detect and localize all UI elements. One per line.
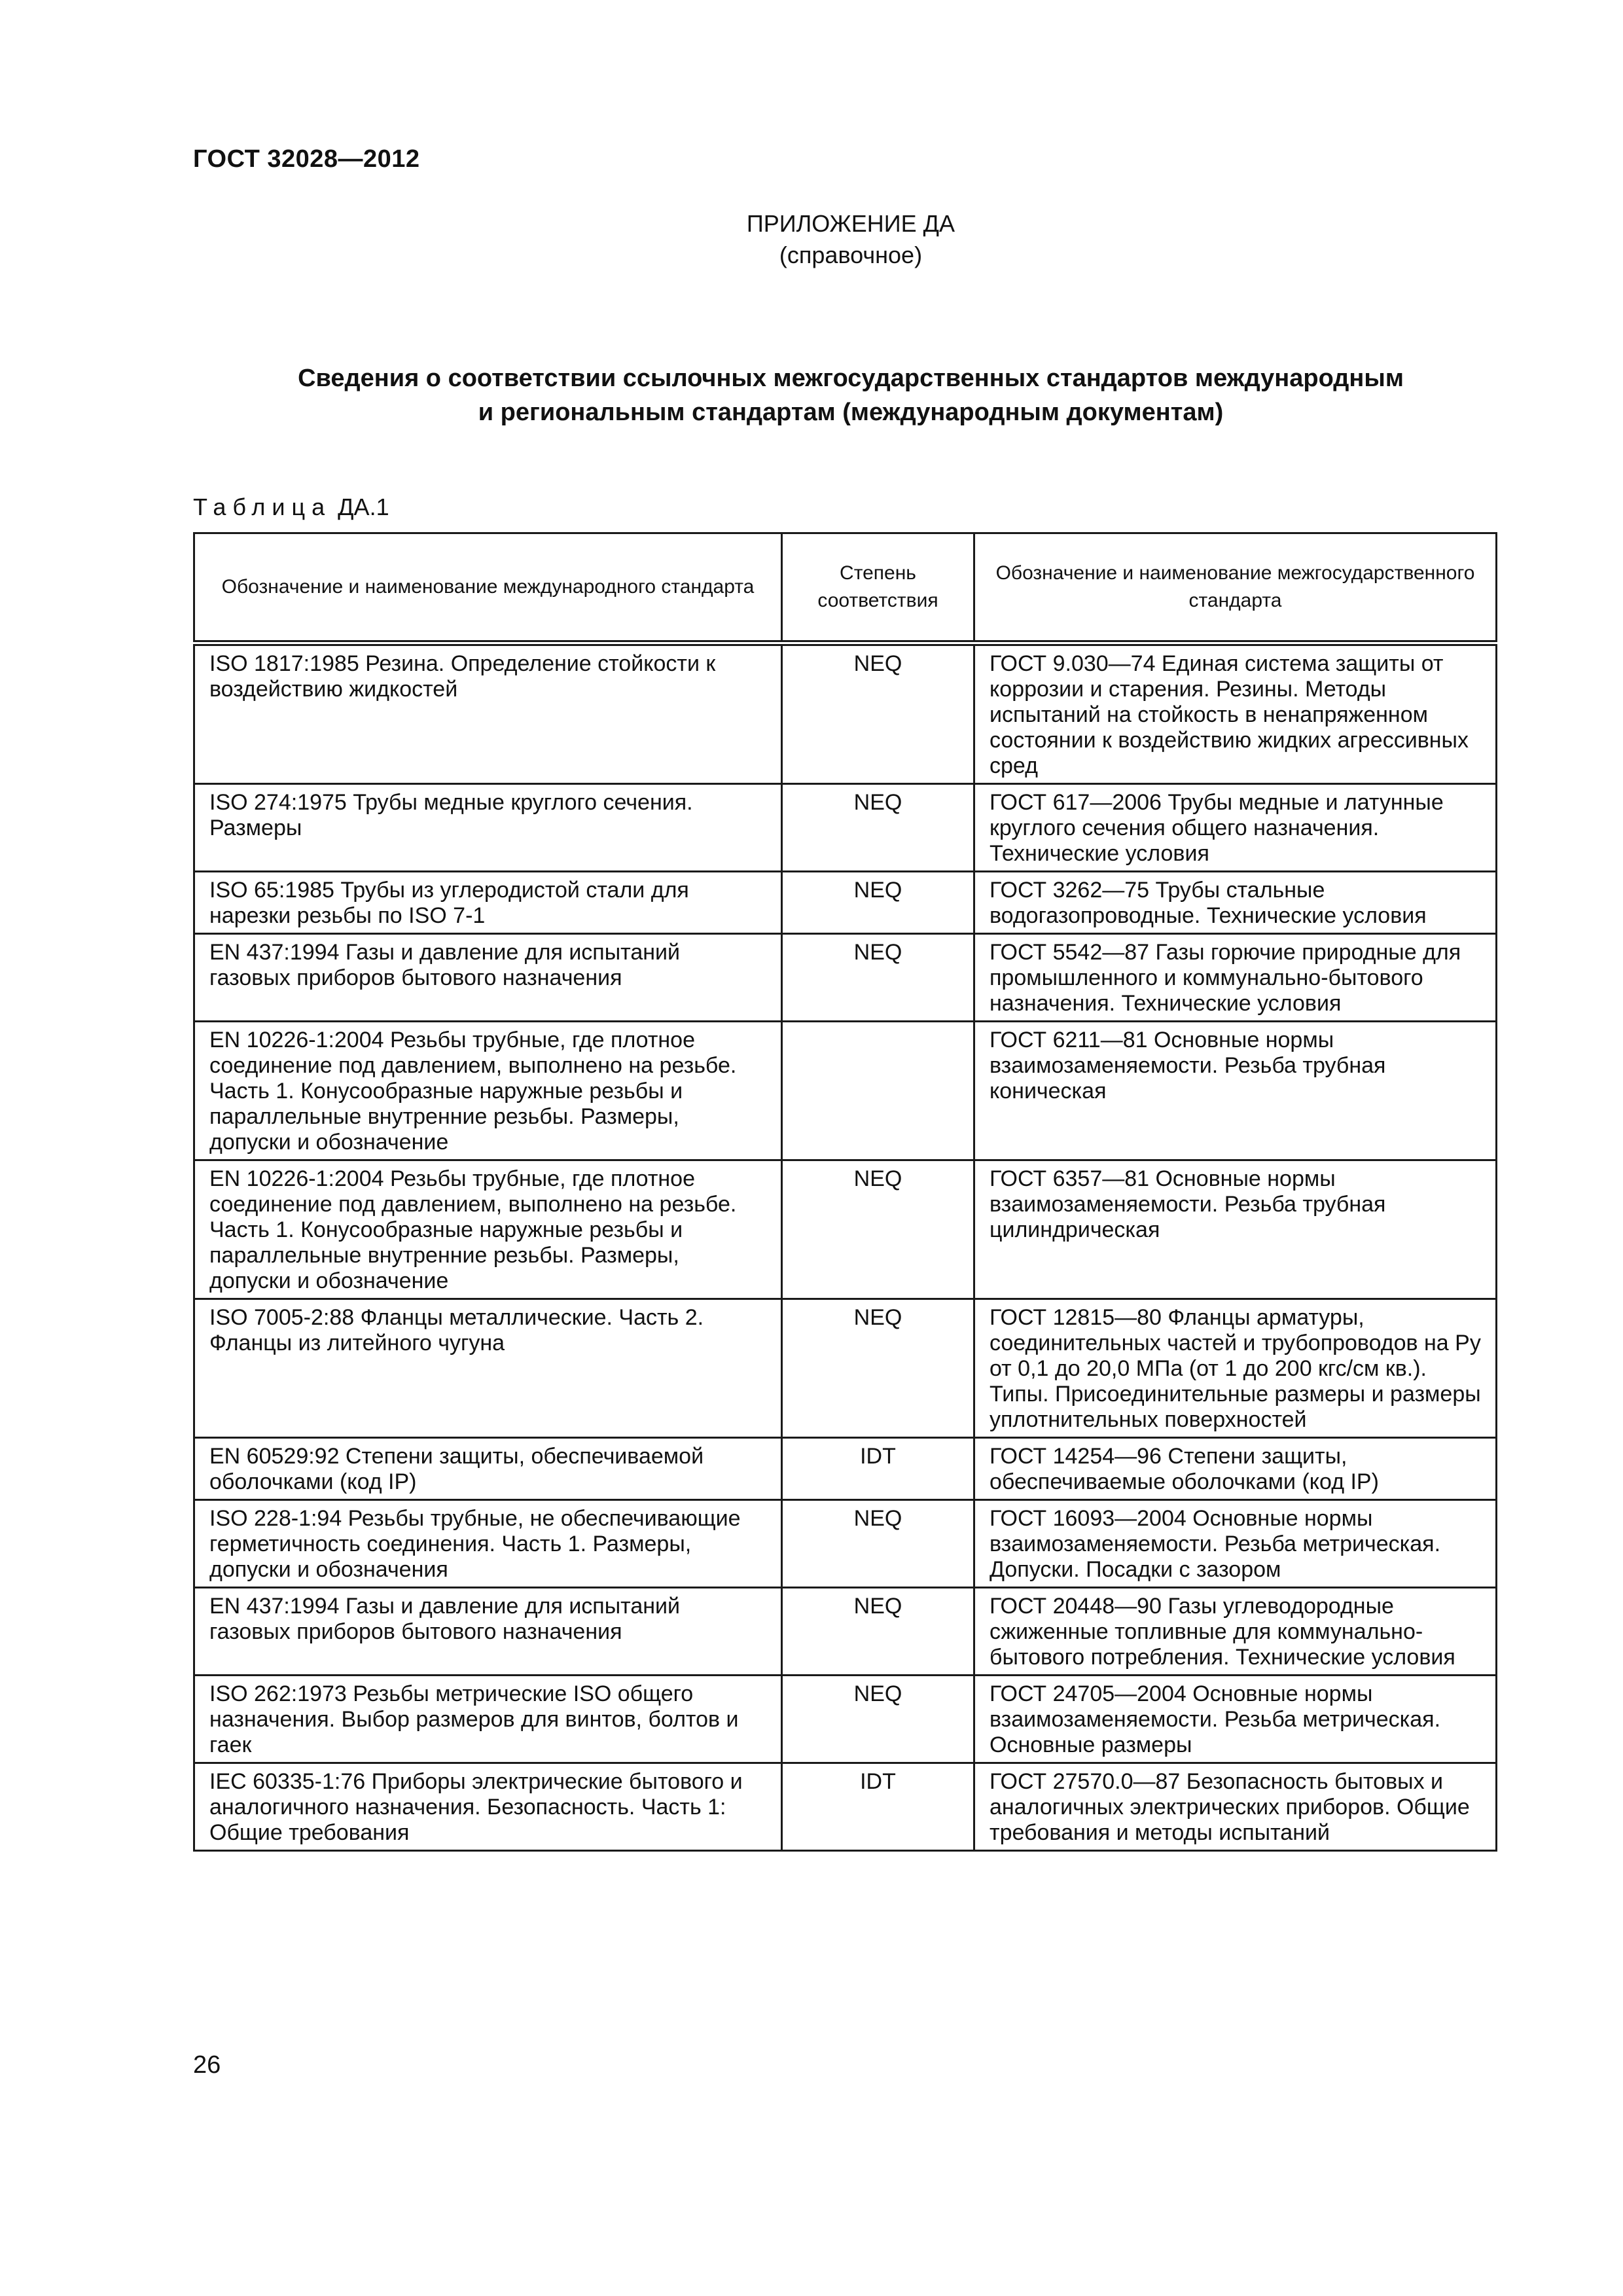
table-row: [194, 1438, 1497, 1500]
cell-international-standard: ISO 1817:1985 Резина. Определение стойкости к воздействию жидкостей: [194, 643, 782, 784]
page-number: 26: [193, 2051, 221, 2079]
table-row: [194, 1676, 1497, 1763]
cell-degree: IDT: [782, 1438, 974, 1500]
cell-degree: NEQ: [782, 934, 974, 1022]
cell-international-standard: EN 437:1994 Газы и давление для испытаний газовых приборов бытового назначения: [194, 934, 782, 1022]
correspondence-table: [193, 532, 1497, 1852]
cell-interstate-standard: ГОСТ 20448—90 Газы углеводородные сжиженные топливные для коммунально-бытового потребления. Технические условия: [974, 1588, 1497, 1676]
table-row: [194, 1022, 1497, 1160]
table-caption-word: Таблица: [193, 493, 332, 520]
cell-international-standard: ISO 274:1975 Трубы медные круглого сечения. Размеры: [194, 784, 782, 872]
cell-degree: NEQ: [782, 872, 974, 934]
cell-international-standard: ISO 65:1985 Трубы из углеродистой стали для нарезки резьбы по ISO 7-1: [194, 872, 782, 934]
cell-interstate-standard: ГОСТ 12815—80 Фланцы арматуры, соединительных частей и трубопроводов на Ру от 0,1 до 20,0 МПа (от 1 до 200 кгс/см кв.). Типы. Присоединительные размеры и размеры уплотнительных поверхностей: [974, 1299, 1497, 1438]
cell-international-standard: EN 437:1994 Газы и давление для испытаний газовых приборов бытового назначения: [194, 1588, 782, 1676]
table-row: [194, 643, 1497, 784]
section-title-line-1: Сведения о соответствии ссылочных межгосударственных стандартов международным: [298, 365, 1404, 392]
appendix-title: ПРИЛОЖЕНИЕ ДА: [746, 210, 955, 237]
table-row: [194, 872, 1497, 934]
cell-interstate-standard: ГОСТ 27570.0—87 Безопасность бытовых и аналогичных электрических приборов. Общие требования и методы испытаний: [974, 1763, 1497, 1851]
cell-international-standard: EN 60529:92 Степени защиты, обеспечиваемой оболочками (код IP): [194, 1438, 782, 1500]
cell-degree: NEQ: [782, 1588, 974, 1676]
table-caption: [193, 493, 389, 521]
cell-international-standard: ISO 7005-2:88 Фланцы металлические. Часть 2. Фланцы из литейного чугуна: [194, 1299, 782, 1438]
table-row: [194, 1500, 1497, 1588]
table-row: [194, 1299, 1497, 1438]
table-row: [194, 1588, 1497, 1676]
cell-international-standard: EN 10226-1:2004 Резьбы трубные, где плотное соединение под давлением, выполнено на резьбе. Часть 1. Конусообразные наружные резьбы и параллельные внутренние резьбы. Размеры, допуски и обозначение: [194, 1160, 782, 1299]
cell-interstate-standard: ГОСТ 617—2006 Трубы медные и латунные круглого сечения общего назначения. Технические условия: [974, 784, 1497, 872]
cell-interstate-standard: ГОСТ 9.030—74 Единая система защиты от коррозии и старения. Резины. Методы испытаний на стойкость в ненапряженном состоянии к воздействию жидких агрессивных сред: [974, 643, 1497, 784]
section-title: [0, 361, 1623, 429]
header-international-standard: Обозначение и наименование международного стандарта: [194, 533, 782, 643]
cell-international-standard: EN 10226-1:2004 Резьбы трубные, где плотное соединение под давлением, выполнено на резьбе. Часть 1. Конусообразные наружные резьбы и параллельные внутренние резьбы. Размеры, допуски и обозначение: [194, 1022, 782, 1160]
cell-interstate-standard: ГОСТ 3262—75 Трубы стальные водогазопроводные. Технические условия: [974, 872, 1497, 934]
cell-interstate-standard: ГОСТ 16093—2004 Основные нормы взаимозаменяемости. Резьба метрическая. Допуски. Посадки с зазором: [974, 1500, 1497, 1588]
header-degree-of-correspondence: Степень соответствия: [782, 533, 974, 643]
cell-interstate-standard: ГОСТ 24705—2004 Основные нормы взаимозаменяемости. Резьба метрическая. Основные размеры: [974, 1676, 1497, 1763]
cell-degree: NEQ: [782, 643, 974, 784]
appendix-heading: [0, 208, 1623, 271]
cell-degree: NEQ: [782, 784, 974, 872]
document-code: ГОСТ 32028—2012: [193, 145, 420, 173]
cell-interstate-standard: ГОСТ 6357—81 Основные нормы взаимозаменяемости. Резьба трубная цилиндрическая: [974, 1160, 1497, 1299]
table-row: [194, 1160, 1497, 1299]
cell-degree: NEQ: [782, 1676, 974, 1763]
table-row: [194, 934, 1497, 1022]
appendix-subtitle: (справочное): [779, 242, 923, 268]
cell-degree: NEQ: [782, 1160, 974, 1299]
cell-international-standard: IEC 60335-1:76 Приборы электрические бытового и аналогичного назначения. Безопасность. Часть 1: Общие требования: [194, 1763, 782, 1851]
section-title-line-2: и региональным стандартам (международным документам): [478, 399, 1224, 426]
table-row: [194, 784, 1497, 872]
cell-international-standard: ISO 228-1:94 Резьбы трубные, не обеспечивающие герметичность соединения. Часть 1. Размеры, допуски и обозначения: [194, 1500, 782, 1588]
table-row: [194, 1763, 1497, 1851]
cell-interstate-standard: ГОСТ 6211—81 Основные нормы взаимозаменяемости. Резьба трубная коническая: [974, 1022, 1497, 1160]
cell-interstate-standard: ГОСТ 5542—87 Газы горючие природные для промышленного и коммунально-бытового назначения. Технические условия: [974, 934, 1497, 1022]
cell-degree: IDT: [782, 1763, 974, 1851]
cell-interstate-standard: ГОСТ 14254—96 Степени защиты, обеспечиваемые оболочками (код IP): [974, 1438, 1497, 1500]
cell-international-standard: ISO 262:1973 Резьбы метрические ISO общего назначения. Выбор размеров для винтов, болтов и гаек: [194, 1676, 782, 1763]
cell-degree: NEQ: [782, 1299, 974, 1438]
table-caption-number: ДА.1: [338, 493, 389, 520]
table-header-row: [194, 533, 1497, 643]
cell-degree: [782, 1022, 974, 1160]
cell-degree: NEQ: [782, 1500, 974, 1588]
header-interstate-standard: Обозначение и наименование межгосударственного стандарта: [974, 533, 1497, 643]
